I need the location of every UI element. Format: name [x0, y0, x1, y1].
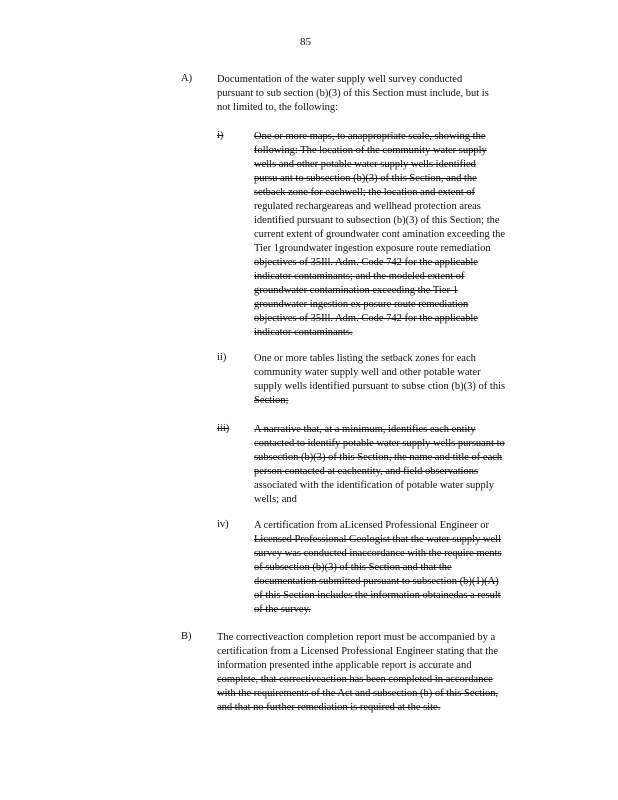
text-line: complete, that correctiveaction has been completed in accordance	[217, 674, 493, 685]
text-line: community water supply well and other potable water	[254, 367, 481, 378]
text-line: The correctiveaction completion report must be accompanied by a	[217, 632, 496, 643]
text-line: wells; and	[254, 494, 297, 505]
text-line: wells and other potable water supply wells identified	[254, 159, 476, 170]
text-line: regulated rechargeareas and wellhead protection areas	[254, 201, 481, 212]
text-line: Documentation of the water supply well survey conducted	[217, 74, 463, 85]
text-line: following: The location of the community water supply	[254, 145, 487, 156]
item-label-ii: ii)	[217, 352, 227, 363]
text-line: supply wells identified pursuant to subse ction (b)(3) of this	[254, 381, 506, 392]
item-label-iii: iii)	[217, 423, 230, 434]
text-line: Tier 1groundwater ingestion exposure route remediation	[254, 243, 491, 254]
item-label-i: i)	[217, 130, 224, 141]
text-line: setback zone for eachwell; the location and extent of	[254, 187, 475, 198]
item-label-iv: iv)	[217, 519, 229, 530]
section-label-b: B)	[181, 631, 192, 642]
text-line: Section;	[254, 395, 289, 406]
text-line: certification from a Licensed Professional Engineer stating that the	[217, 646, 499, 657]
text-line: of the survey.	[254, 604, 311, 615]
item-ii-text	[254, 352, 538, 408]
text-line: identified pursuant to subsection (b)(3) of this Section; the	[254, 215, 500, 226]
text-line: indicator contaminants.	[254, 327, 353, 338]
text-line: with the requirements of the Act and subsection (b) of this Section,	[217, 688, 499, 699]
text-line: survey was conducted inaccordance with the require ments	[254, 548, 502, 559]
text-line: of subsection (b)(3) of this Section and that the	[254, 562, 452, 573]
text-line: not limited to, the following:	[217, 102, 339, 113]
text-line: groundwater ingestion ex posure route remediation	[254, 299, 469, 310]
item-iv-text	[254, 519, 538, 617]
section-a-intro	[217, 73, 530, 115]
text-line: of this Section includes the information obtainedas a result	[254, 590, 501, 601]
text-line: current extent of groundwater cont amination exceeding the	[254, 229, 506, 240]
item-i-text	[254, 130, 538, 340]
text-line: contacted to identify potable water supply wells pursuant to	[254, 438, 505, 449]
text-line: pursuant to sub section (b)(3) of this Section must include, but is	[217, 88, 489, 99]
text-line: One or more maps, to anappropriate scale, showing the	[254, 131, 486, 142]
section-b-text	[217, 631, 538, 715]
text-line: and that no further remediation is required at the site.	[217, 702, 441, 713]
text-line: A certification from aLicensed Professional Engineer or	[254, 520, 489, 531]
page-number: 85	[300, 36, 311, 48]
text-line: documentation submitted pursuant to subsection (b)(1)(A)	[254, 576, 499, 587]
item-iii-text	[254, 423, 538, 507]
text-line: indicator contaminants; and the modeled extent of	[254, 271, 465, 282]
text-line: objectives of 35Ill. Adm. Code 742 for the applicable	[254, 313, 478, 324]
text-line: Licensed Professional Geologist that the water supply well	[254, 534, 501, 545]
section-label-a: A)	[181, 73, 193, 84]
text-line: One or more tables listing the setback zones for each	[254, 353, 476, 364]
text-line: person contacted at eachentity, and field observations	[254, 466, 479, 477]
text-line: groundwater contamination exceeding the Tier 1	[254, 285, 458, 296]
text-line: A narrative that, at a minimum, identifies each entity	[254, 424, 476, 435]
text-line: objectives of 35Ill. Adm. Code 742 for the applicable	[254, 257, 478, 268]
text-line: pursu ant to subsection (b)(3) of this Section, and the	[254, 173, 477, 184]
text-line: information presented inthe applicable report is accurate and	[217, 660, 472, 671]
text-line: subsection (b)(3) of this Section, the name and title of each	[254, 452, 503, 463]
text-line: associated with the identification of potable water supply	[254, 480, 494, 491]
